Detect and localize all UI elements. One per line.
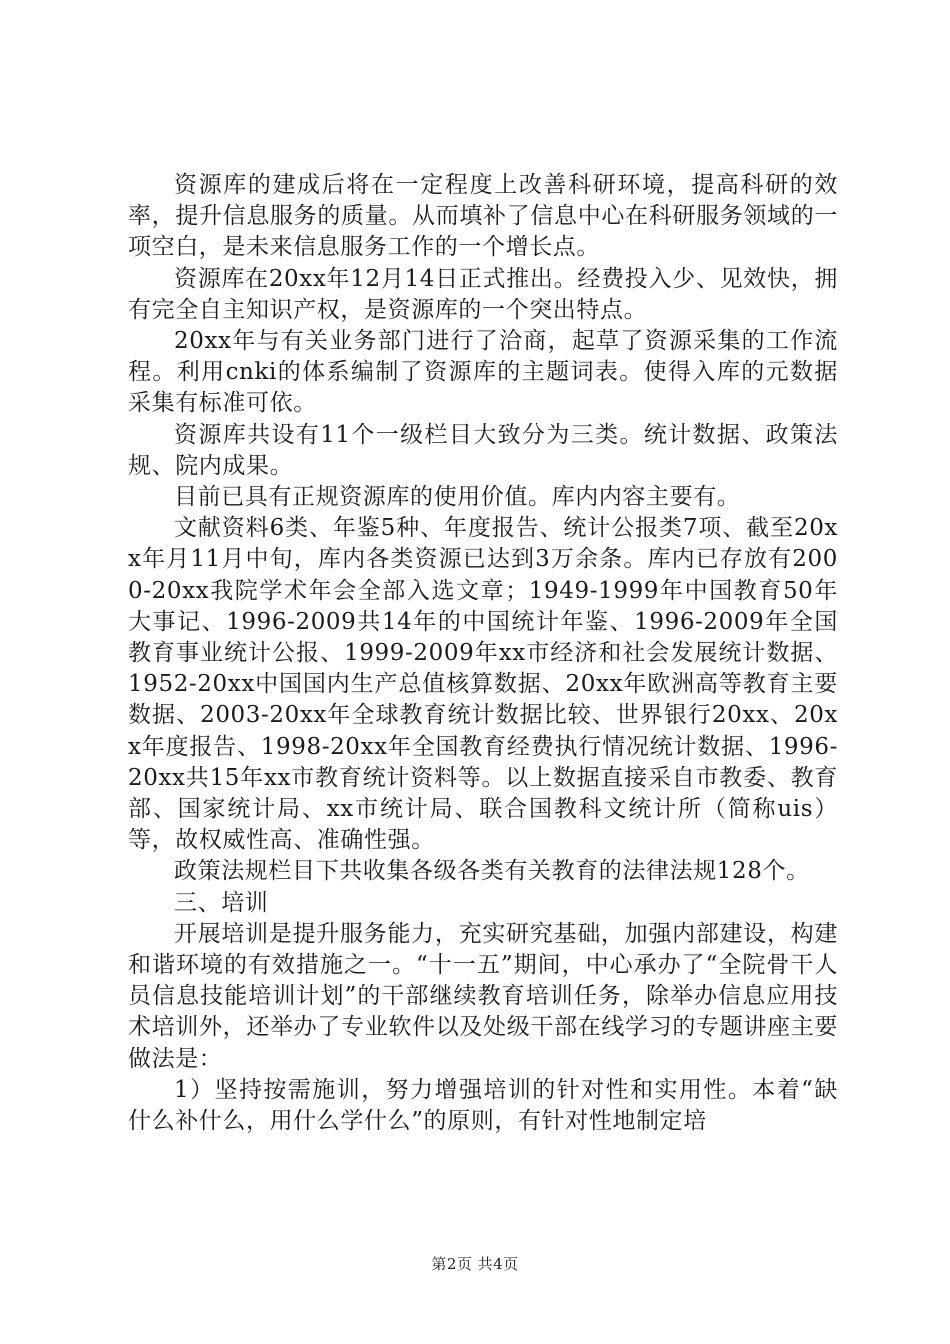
paragraph-current-value: 目前已具有正规资源库的使用价值。库内内容主要有。 [174,484,741,511]
paragraph-training-intro: 开展培训是提升服务能力，充实研究基础，加强内部建设，构建和谐环境的有效措施之一。“十一五”期间，中心承办了“全院骨干人员信息技能培训计划”的干部继续教育培训任务，除举办信息应用技术培训外，还举办了专业软件以及处级干部在线学习的专题讲座主要做法是： [128,920,838,1072]
paragraph-workflow: 20xx年与有关业务部门进行了洽商，起草了资源采集的工作流程。利用cnki的体系编制了资源库的主题词表。使得入库的元数据采集有标准可依。 [128,328,838,417]
paragraph-resource-impact: 资源库的建成后将在一定程度上改善科研环境，提高科研的效率，提升信息服务的质量。从而填补了信息中心在科研服务领域的一项空白，是未来信息服务工作的一个增长点。 [128,172,838,261]
document-body [128,170,838,1137]
section-heading-training: 三、培训 [174,889,269,916]
paragraph-policy: 政策法规栏目下共收集各级各类有关教育的法律法规128个。 [174,858,810,885]
paragraph-launch-date: 资源库在20xx年12月14日正式推出。经费投入少、见效快，拥有完全自主知识产权，是资源库的一个突出特点。 [128,265,838,323]
paragraph-categories: 资源库共设有11个一级栏目大致分为三类。统计数据、政策法规、院内成果。 [128,421,838,479]
paragraph-contents: 文献资料6类、年鉴5种、年度报告、统计公报类7项、截至20xx年月11月中旬，库内各类资源已达到3万余条。库内已存放有2000-20xx我院学术年会全部入选文章；1949-1999年中国教育50年大事记、1996-2009共14年的中国统计年鉴、1996-2009年全国教育事业统计公报、1999-2009年xx市经济和社会发展统计数据、1952-20xx中国国内生产总值核算数据、20xx年欧洲高等教育主要数据、2003-20xx年全球教育统计数据比较、世界银行20xx、20xx年度报告、1998-20xx年全国教育经费执行情况统计数据、1996-20xx共15年xx市教育统计资料等。以上数据直接采自市教委、教育部、国家统计局、xx市统计局、联合国教科文统计所（简称uis）等，故权威性高、准确性强。 [128,515,838,854]
paragraph-training-point-1: 1）坚持按需施训，努力增强培训的针对性和实用性。本着“缺什么补什么，用什么学什么”的原则，有针对性地制定培 [128,1076,838,1135]
page-footer: 第2页 共4页 [431,1255,519,1273]
